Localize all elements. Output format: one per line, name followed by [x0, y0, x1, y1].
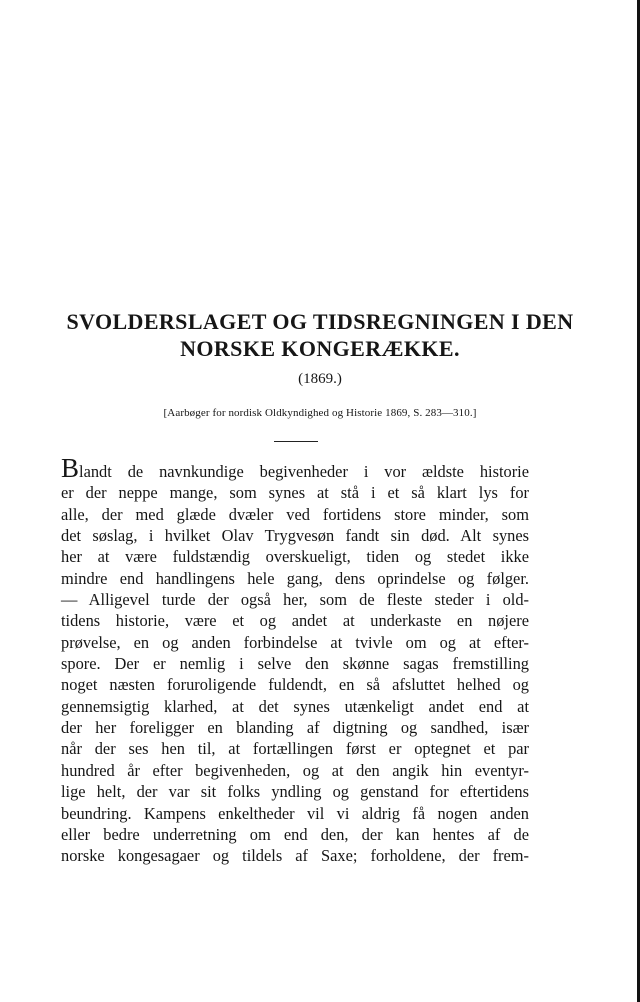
body-line: tidens historie, være et og andet at underkaste en nøjere: [61, 611, 529, 631]
body-line: gennemsigtig klarhed, at det synes utænkeligt andet end at: [61, 696, 529, 716]
body-line: norske kongesagaer og tildels af Saxe; forholdene, der frem-: [61, 846, 529, 866]
body-line: hundred år efter begivenheden, og at den angik hin eventyr-: [61, 760, 529, 780]
body-line: alle, der med glæde dvæler ved fortidens store minder, som: [61, 504, 529, 524]
body-line: lige helt, der var sit folks yndling og genstand for eftertidens: [61, 782, 529, 802]
first-line-text: landt de navnkundige begivenheder i vor ældste historie: [79, 462, 529, 481]
article-title-line-2: NORSKE KONGERÆKKE.: [180, 336, 460, 361]
body-line: når der ses hen til, at fortællingen først er optegnet et par: [61, 739, 529, 759]
body-line: er der neppe mange, som synes at stå i et så klart lys for: [61, 483, 529, 503]
body-line: her at være fuldstændig overskueligt, tiden og stedet ikke: [61, 547, 529, 567]
body-line: beundring. Kampens enkeltheder vil vi aldrig få nogen anden: [61, 803, 529, 823]
body-line: — Alligevel turde der også her, som de fleste steder i old-: [61, 590, 529, 610]
body-line: mindre end handlingens hele gang, dens oprindelse og følger.: [61, 568, 529, 588]
body-line-first: [61, 453, 529, 483]
body-line: eller bedre underretning om end den, der kan hentes af de: [61, 824, 529, 844]
article-body: [61, 453, 529, 867]
body-line: det søslag, i hvilket Olav Trygvesøn fandt sin død. Alt synes: [61, 526, 529, 546]
body-line: der her foreligger en blanding af digtning og sandhed, især: [61, 718, 529, 738]
article-year: (1869.): [298, 371, 342, 387]
drop-cap: B: [61, 453, 80, 483]
article-title-line-1: SVOLDERSLAGET OG TIDSREGNINGEN I DEN: [66, 309, 574, 334]
body-line: spore. Der er nemlig i selve den skønne sagas fremstilling: [61, 654, 529, 674]
section-divider: [274, 441, 318, 442]
source-citation: [Aarbøger for nordisk Oldkyndighed og Historie 1869, S. 283—310.]: [163, 407, 477, 419]
body-line: prøvelse, en og anden forbindelse at tvivle om og at efter-: [61, 632, 529, 652]
body-line: noget næsten foruroligende fuldendt, en så afsluttet helhed og: [61, 675, 529, 695]
